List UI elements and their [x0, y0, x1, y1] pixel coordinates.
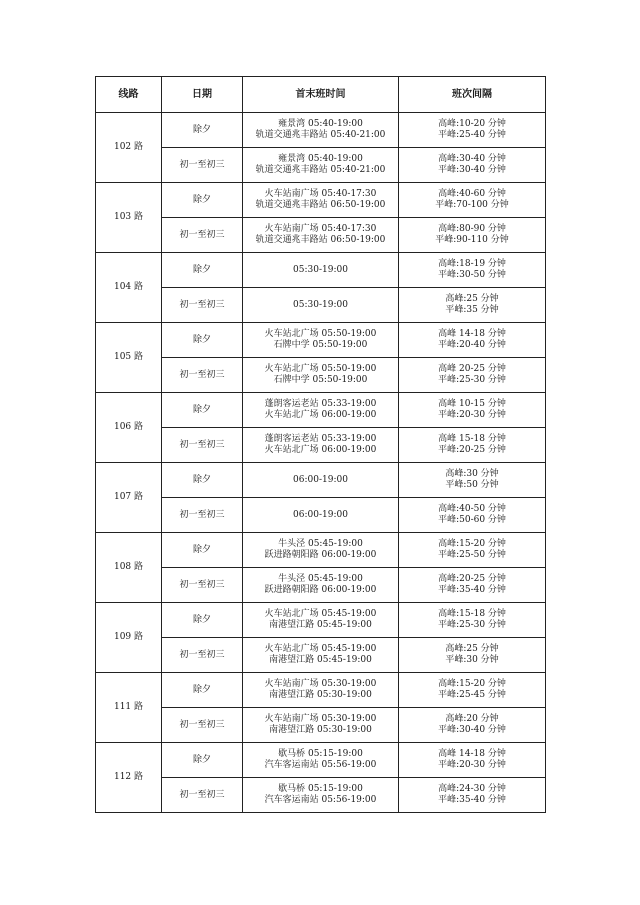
interval-cell [399, 358, 546, 393]
table-row [96, 393, 546, 428]
table-row [96, 323, 546, 358]
interval-line: 高峰:15-20 分钟 [438, 539, 506, 549]
table-row [96, 638, 546, 673]
time-line: 轨道交通兆丰路站 05:40-21:00 [255, 130, 386, 140]
time-line: 轨道交通兆丰路站 05:40-21:00 [255, 165, 386, 175]
table-row [96, 288, 546, 323]
interval-line: 平峰:25-30 分钟 [438, 375, 506, 385]
interval-line: 高峰:25 分钟 [445, 294, 499, 304]
time-line: 火车站北广场 05:50-19:00 [264, 329, 377, 339]
time-line: 南港望江路 05:45-19:00 [269, 620, 372, 630]
date-cell: 初一至初三 [162, 358, 243, 393]
table-row [96, 778, 546, 813]
date-cell: 除夕 [162, 113, 243, 148]
time-line: 火车站南广场 05:40-17:30 [264, 189, 377, 199]
interval-cell [399, 113, 546, 148]
interval-line: 高峰:30 分钟 [445, 469, 499, 479]
route-name-cell: 104 路 [96, 253, 162, 323]
time-line: 石牌中学 05:50-19:00 [273, 340, 368, 350]
interval-line: 平峰:35-40 分钟 [438, 585, 506, 595]
table-row [96, 708, 546, 743]
table-row [96, 113, 546, 148]
interval-line: 平峰:30-40 分钟 [438, 725, 506, 735]
first-last-time-cell [243, 113, 399, 148]
header-route: 线路 [96, 77, 162, 113]
route-name-cell: 107 路 [96, 463, 162, 533]
first-last-time-cell [243, 638, 399, 673]
interval-cell [399, 428, 546, 463]
route-name-cell: 108 路 [96, 533, 162, 603]
first-last-time-cell [243, 148, 399, 183]
first-last-time-cell [243, 288, 399, 323]
header-row [96, 77, 546, 113]
interval-cell [399, 218, 546, 253]
interval-line: 高峰:24-30 分钟 [438, 784, 506, 794]
interval-line: 高峰 10-15 分钟 [438, 399, 506, 409]
time-line: 05:30-19:00 [293, 299, 348, 310]
interval-cell [399, 568, 546, 603]
table-row [96, 673, 546, 708]
first-last-time-cell [243, 183, 399, 218]
route-name-cell: 103 路 [96, 183, 162, 253]
table-row [96, 358, 546, 393]
interval-line: 高峰 14-18 分钟 [438, 329, 506, 339]
table-row [96, 533, 546, 568]
interval-line: 平峰:50 分钟 [445, 480, 499, 490]
table-row [96, 183, 546, 218]
interval-line: 高峰:20 分钟 [445, 714, 499, 724]
bus-schedule-table [95, 76, 546, 813]
time-line: 火车站南广场 05:40-17:30 [264, 224, 377, 234]
interval-line: 高峰:25 分钟 [445, 644, 499, 654]
first-last-time-cell [243, 743, 399, 778]
interval-cell [399, 638, 546, 673]
time-line: 雍景湾 05:40-19:00 [278, 154, 363, 164]
first-last-time-cell [243, 778, 399, 813]
table-body [96, 113, 546, 813]
time-line: 火车站北广场 05:45-19:00 [264, 609, 377, 619]
interval-line: 平峰:30 分钟 [445, 655, 499, 665]
time-line: 南港望江路 05:30-19:00 [269, 690, 372, 700]
interval-line: 高峰:40-60 分钟 [438, 189, 506, 199]
interval-line: 平峰:70-100 分钟 [435, 200, 509, 210]
first-last-time-cell [243, 323, 399, 358]
interval-line: 平峰:20-30 分钟 [438, 760, 506, 770]
time-line: 火车站北广场 05:45-19:00 [264, 644, 377, 654]
first-last-time-cell [243, 708, 399, 743]
time-line: 火车站北广场 06:00-19:00 [264, 445, 377, 455]
time-line: 牛头泾 05:45-19:00 [278, 574, 363, 584]
date-cell: 初一至初三 [162, 498, 243, 533]
interval-cell [399, 498, 546, 533]
date-cell: 初一至初三 [162, 708, 243, 743]
date-cell: 初一至初三 [162, 568, 243, 603]
interval-cell [399, 183, 546, 218]
first-last-time-cell [243, 218, 399, 253]
time-line: 06:00-19:00 [293, 509, 348, 520]
table-row [96, 568, 546, 603]
table-row [96, 148, 546, 183]
time-line: 火车站南广场 05:30-19:00 [264, 679, 377, 689]
table-row [96, 463, 546, 498]
interval-line: 高峰:18-19 分钟 [438, 259, 506, 269]
first-last-time-cell [243, 253, 399, 288]
date-cell: 除夕 [162, 183, 243, 218]
route-name-cell: 111 路 [96, 673, 162, 743]
interval-line: 高峰:10-20 分钟 [438, 119, 506, 129]
time-line: 05:30-19:00 [293, 264, 348, 275]
date-cell: 初一至初三 [162, 428, 243, 463]
time-line: 歇马桥 05:15-19:00 [278, 749, 363, 759]
interval-line: 平峰:30-40 分钟 [438, 165, 506, 175]
interval-cell [399, 148, 546, 183]
header-interval: 班次间隔 [399, 77, 546, 113]
time-line: 火车站南广场 05:30-19:00 [264, 714, 377, 724]
first-last-time-cell [243, 533, 399, 568]
time-line: 牛头泾 05:45-19:00 [278, 539, 363, 549]
interval-cell [399, 533, 546, 568]
interval-cell [399, 603, 546, 638]
interval-line: 高峰:15-18 分钟 [438, 609, 506, 619]
interval-line: 高峰 20-25 分钟 [438, 364, 506, 374]
table-row [96, 218, 546, 253]
interval-cell [399, 778, 546, 813]
interval-line: 高峰:80-90 分钟 [438, 224, 506, 234]
interval-line: 平峰:50-60 分钟 [438, 515, 506, 525]
interval-line: 平峰:25-45 分钟 [438, 690, 506, 700]
interval-line: 平峰:90-110 分钟 [435, 235, 509, 245]
time-line: 南港望江路 05:30-19:00 [269, 725, 372, 735]
time-line: 火车站北广场 06:00-19:00 [264, 410, 377, 420]
time-line: 轨道交通兆丰路站 06:50-19:00 [255, 235, 386, 245]
time-line: 汽车客运南站 05:56-19:00 [264, 760, 377, 770]
table-row [96, 603, 546, 638]
interval-line: 高峰:20-25 分钟 [438, 574, 506, 584]
interval-cell [399, 393, 546, 428]
first-last-time-cell [243, 463, 399, 498]
table-row [96, 253, 546, 288]
interval-cell [399, 463, 546, 498]
first-last-time-cell [243, 393, 399, 428]
time-line: 06:00-19:00 [293, 474, 348, 485]
route-name-cell: 105 路 [96, 323, 162, 393]
time-line: 跃进路朝阳路 06:00-19:00 [264, 585, 377, 595]
interval-line: 高峰:40-50 分钟 [438, 504, 506, 514]
time-line: 蓬朗客运老站 05:33-19:00 [264, 434, 377, 444]
interval-cell [399, 673, 546, 708]
date-cell: 初一至初三 [162, 638, 243, 673]
date-cell: 初一至初三 [162, 218, 243, 253]
route-name-cell: 106 路 [96, 393, 162, 463]
interval-line: 平峰:25-50 分钟 [438, 550, 506, 560]
table-row [96, 428, 546, 463]
time-line: 歇马桥 05:15-19:00 [278, 784, 363, 794]
date-cell: 初一至初三 [162, 288, 243, 323]
interval-line: 平峰:25-30 分钟 [438, 620, 506, 630]
interval-cell [399, 323, 546, 358]
date-cell: 除夕 [162, 743, 243, 778]
date-cell: 除夕 [162, 533, 243, 568]
interval-line: 高峰:30-40 分钟 [438, 154, 506, 164]
interval-line: 平峰:35-40 分钟 [438, 795, 506, 805]
time-line: 蓬朗客运老站 05:33-19:00 [264, 399, 377, 409]
first-last-time-cell [243, 358, 399, 393]
interval-line: 平峰:30-50 分钟 [438, 270, 506, 280]
date-cell: 除夕 [162, 253, 243, 288]
date-cell: 除夕 [162, 393, 243, 428]
time-line: 石牌中学 05:50-19:00 [273, 375, 368, 385]
interval-line: 高峰 14-18 分钟 [438, 749, 506, 759]
interval-cell [399, 708, 546, 743]
date-cell: 除夕 [162, 603, 243, 638]
first-last-time-cell [243, 673, 399, 708]
interval-line: 平峰:25-40 分钟 [438, 130, 506, 140]
interval-cell [399, 743, 546, 778]
time-line: 南港望江路 05:45-19:00 [269, 655, 372, 665]
interval-line: 平峰:35 分钟 [445, 305, 499, 315]
time-line: 雍景湾 05:40-19:00 [278, 119, 363, 129]
header-first-last-time: 首末班时间 [243, 77, 399, 113]
interval-cell [399, 253, 546, 288]
table-row [96, 498, 546, 533]
interval-line: 平峰:20-25 分钟 [438, 445, 506, 455]
time-line: 火车站北广场 05:50-19:00 [264, 364, 377, 374]
route-name-cell: 112 路 [96, 743, 162, 813]
interval-cell [399, 288, 546, 323]
time-line: 轨道交通兆丰路站 06:50-19:00 [255, 200, 386, 210]
date-cell: 除夕 [162, 323, 243, 358]
date-cell: 初一至初三 [162, 778, 243, 813]
header-date: 日期 [162, 77, 243, 113]
interval-line: 高峰:15-20 分钟 [438, 679, 506, 689]
route-name-cell: 109 路 [96, 603, 162, 673]
time-line: 汽车客运南站 05:56-19:00 [264, 795, 377, 805]
first-last-time-cell [243, 603, 399, 638]
interval-line: 高峰 15-18 分钟 [438, 434, 506, 444]
first-last-time-cell [243, 498, 399, 533]
time-line: 跃进路朝阳路 06:00-19:00 [264, 550, 377, 560]
first-last-time-cell [243, 428, 399, 463]
first-last-time-cell [243, 568, 399, 603]
interval-line: 平峰:20-40 分钟 [438, 340, 506, 350]
interval-line: 平峰:20-30 分钟 [438, 410, 506, 420]
date-cell: 初一至初三 [162, 148, 243, 183]
table-row [96, 743, 546, 778]
date-cell: 除夕 [162, 463, 243, 498]
route-name-cell: 102 路 [96, 113, 162, 183]
date-cell: 除夕 [162, 673, 243, 708]
